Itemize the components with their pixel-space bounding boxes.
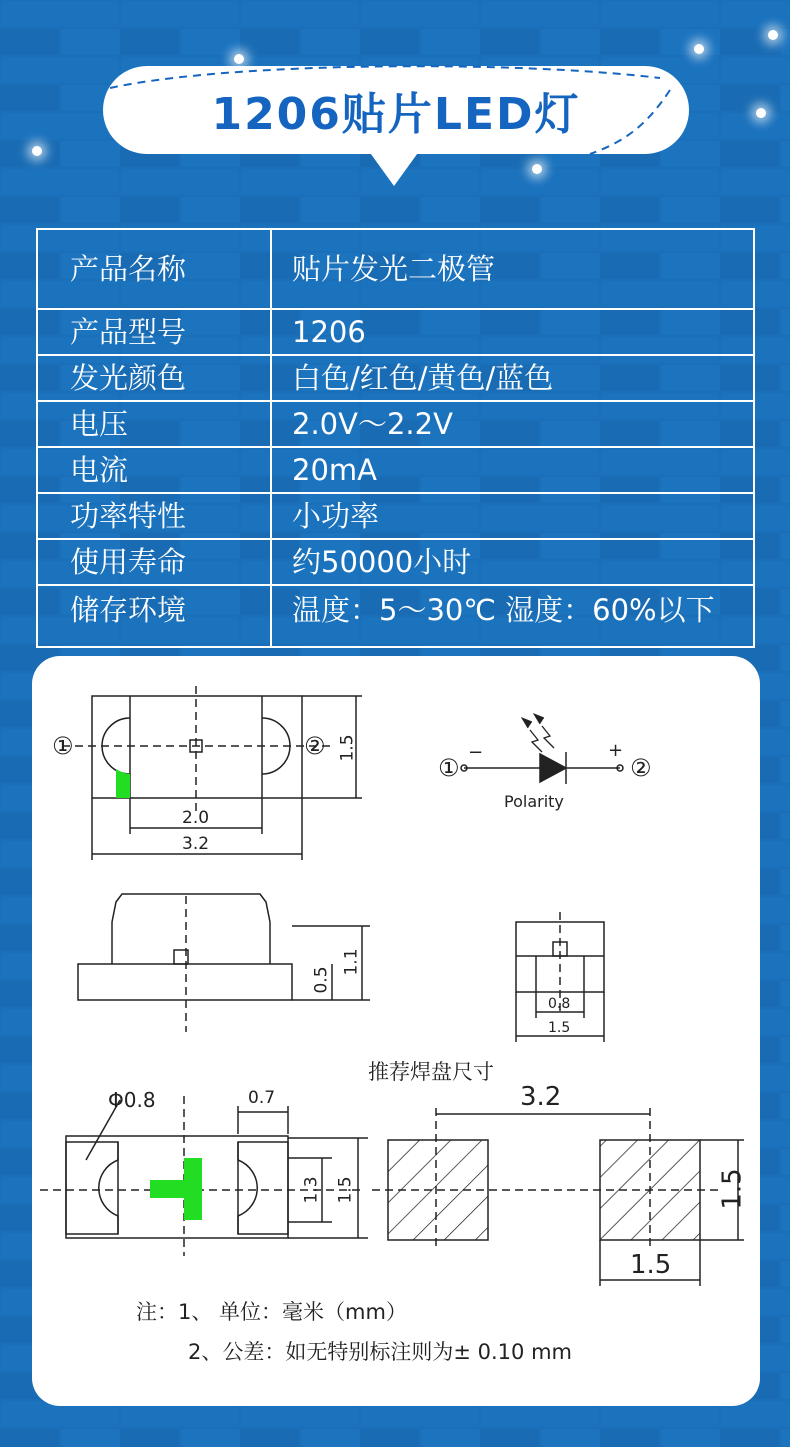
page-title: 1206贴片LED灯 [211, 89, 581, 140]
spec-key: 电压 [37, 401, 271, 447]
polarity-label: Polarity [504, 792, 564, 811]
pin1-label: ① [52, 732, 74, 760]
pad-dim-3-2: 3.2 [520, 1082, 562, 1112]
spec-key: 储存环境 [37, 585, 271, 647]
spec-value: 2.0V～2.2V [271, 401, 754, 447]
spec-key: 电流 [37, 447, 271, 493]
spec-value: 1206 [271, 309, 754, 355]
dim-0-5: 0.5 [311, 966, 332, 994]
pad-title: 推荐焊盘尺寸 [368, 1060, 494, 1084]
sparkle-decoration [756, 108, 766, 118]
pad-dim-1-5-horizontal: 1.5 [630, 1250, 672, 1280]
spec-value: 白色/红色/黄色/蓝色 [271, 355, 754, 401]
dim-2-0: 2.0 [182, 808, 210, 828]
spec-key: 产品名称 [37, 229, 271, 309]
table-row [37, 401, 754, 447]
table-row [37, 309, 754, 355]
spec-table [36, 228, 755, 648]
table-row [37, 229, 754, 309]
sparkle-decoration [694, 44, 704, 54]
spec-key: 功率特性 [37, 493, 271, 539]
sparkle-decoration [32, 146, 42, 156]
dim-1-5-bottom: 1.5 [335, 1176, 356, 1204]
polarity-pin2: ② [630, 754, 652, 782]
bottom-view [40, 1096, 368, 1256]
table-row [37, 539, 754, 585]
polarity-plus: + [608, 740, 624, 761]
table-row [37, 493, 754, 539]
spec-key: 产品型号 [37, 309, 271, 355]
spec-value: 温度：5～30℃ 湿度：60%以下 [271, 585, 754, 647]
polarity-pin1: ① [438, 754, 460, 782]
end-view [516, 912, 604, 1042]
dim-1-1: 1.1 [341, 948, 362, 976]
dim-0-8: 0.8 [548, 996, 571, 1012]
top-view [62, 686, 362, 860]
dim-phi: Φ0.8 [108, 1088, 156, 1112]
note-unit: 注：1、 单位：毫米（mm） [136, 1300, 407, 1324]
technical-drawing [32, 656, 760, 1406]
polarity-mark-horizontal [150, 1180, 202, 1198]
spec-value: 小功率 [271, 493, 754, 539]
dim-1-5-end: 1.5 [548, 1020, 571, 1036]
spec-value: 贴片发光二极管 [271, 229, 754, 309]
dim-1-5-top: 1.5 [337, 734, 358, 762]
spec-key: 使用寿命 [37, 539, 271, 585]
table-row [37, 355, 754, 401]
title-dashed-swoosh [90, 60, 710, 170]
sparkle-decoration [768, 30, 778, 40]
polarity-symbol [461, 714, 623, 784]
pin2-label: ② [304, 732, 326, 760]
spec-value: 约50000小时 [271, 539, 754, 585]
table-row [37, 447, 754, 493]
spec-key: 发光颜色 [37, 355, 271, 401]
note-tolerance: 2、公差：如无特别标注则为± 0.10 mm [188, 1340, 572, 1364]
dim-3-2: 3.2 [182, 834, 210, 854]
dim-0-7: 0.7 [248, 1088, 276, 1108]
polarity-minus: − [468, 742, 484, 763]
side-view [78, 894, 370, 1032]
dim-1-3: 1.3 [301, 1176, 322, 1204]
dimension-drawing-card [32, 656, 760, 1406]
pad-layout [372, 1108, 744, 1286]
spec-value: 20mA [271, 447, 754, 493]
pad-dim-1-5-vertical: 1.5 [717, 1168, 748, 1210]
table-row [37, 585, 754, 647]
